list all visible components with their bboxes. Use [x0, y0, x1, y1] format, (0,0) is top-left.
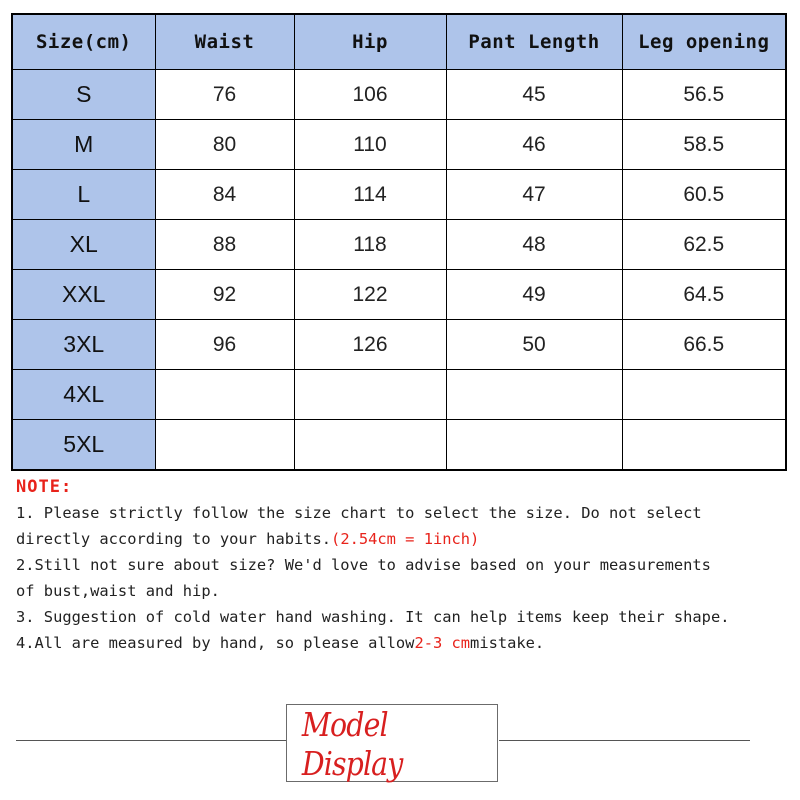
table-row: [12, 170, 786, 220]
table-row: [12, 120, 786, 170]
leg-opening-cell: 64.5: [622, 270, 786, 320]
banner-divider-right: [499, 740, 750, 741]
table-row: [12, 420, 786, 470]
waist-cell: 96: [155, 320, 294, 370]
size-label: 4XL: [12, 370, 155, 420]
hip-cell: [294, 370, 446, 420]
size-label: 5XL: [12, 420, 155, 470]
pant-length-cell: 48: [446, 220, 622, 270]
note-line-6: [16, 630, 791, 656]
waist-cell: 80: [155, 120, 294, 170]
header-pant-length: Pant Length: [446, 14, 622, 70]
leg-opening-cell: 56.5: [622, 70, 786, 120]
size-label: XL: [12, 220, 155, 270]
note-title: NOTE:: [16, 477, 73, 497]
pant-length-cell: 46: [446, 120, 622, 170]
note-line-6-text: 4.All are measured by hand, so please allow: [16, 634, 415, 652]
pant-length-cell: 49: [446, 270, 622, 320]
leg-opening-cell: 62.5: [622, 220, 786, 270]
waist-cell: 88: [155, 220, 294, 270]
hip-cell: 126: [294, 320, 446, 370]
table-row: [12, 370, 786, 420]
model-display-banner: [286, 704, 498, 782]
waist-cell: [155, 370, 294, 420]
note-line-3: 2.Still not sure about size? We'd love to advise based on your measurements: [16, 556, 711, 574]
table-row: [12, 320, 786, 370]
leg-opening-cell: 66.5: [622, 320, 786, 370]
note-line-4: of bust,waist and hip.: [16, 582, 220, 600]
table-row: [12, 70, 786, 120]
waist-cell: 76: [155, 70, 294, 120]
waist-cell: 84: [155, 170, 294, 220]
notes-section: [16, 474, 791, 656]
size-label: XXL: [12, 270, 155, 320]
pant-length-cell: [446, 370, 622, 420]
leg-opening-cell: 60.5: [622, 170, 786, 220]
size-label: M: [12, 120, 155, 170]
note-tolerance-highlight: 2-3 cm: [414, 634, 471, 652]
waist-cell: 92: [155, 270, 294, 320]
note-line-2-text: directly according to your habits.: [16, 530, 332, 548]
hip-cell: 106: [294, 70, 446, 120]
pant-length-cell: [446, 420, 622, 470]
pant-length-cell: 45: [446, 70, 622, 120]
header-hip: Hip: [294, 14, 446, 70]
banner-divider-left: [16, 740, 286, 741]
note-line-6-end: mistake.: [470, 634, 545, 652]
header-size: Size(cm): [12, 14, 155, 70]
leg-opening-cell: 58.5: [622, 120, 786, 170]
leg-opening-cell: [622, 420, 786, 470]
note-line-5: 3. Suggestion of cold water hand washing. It can help items keep their shape.: [16, 608, 730, 626]
size-label: L: [12, 170, 155, 220]
model-display-label: Model Display: [301, 705, 403, 783]
pant-length-cell: 47: [446, 170, 622, 220]
note-line-2: [16, 526, 791, 552]
note-conversion-highlight: (2.54cm = 1inch): [331, 530, 480, 548]
hip-cell: 122: [294, 270, 446, 320]
pant-length-cell: 50: [446, 320, 622, 370]
waist-cell: [155, 420, 294, 470]
note-line-1: 1. Please strictly follow the size chart to select the size. Do not select: [16, 504, 702, 522]
table-row: [12, 220, 786, 270]
leg-opening-cell: [622, 370, 786, 420]
table-header-row: [12, 14, 786, 70]
header-waist: Waist: [155, 14, 294, 70]
table-row: [12, 270, 786, 320]
size-chart-table: [11, 13, 787, 471]
size-label: S: [12, 70, 155, 120]
hip-cell: 118: [294, 220, 446, 270]
hip-cell: [294, 420, 446, 470]
size-label: 3XL: [12, 320, 155, 370]
header-leg-opening: Leg opening: [622, 14, 786, 70]
hip-cell: 114: [294, 170, 446, 220]
hip-cell: 110: [294, 120, 446, 170]
